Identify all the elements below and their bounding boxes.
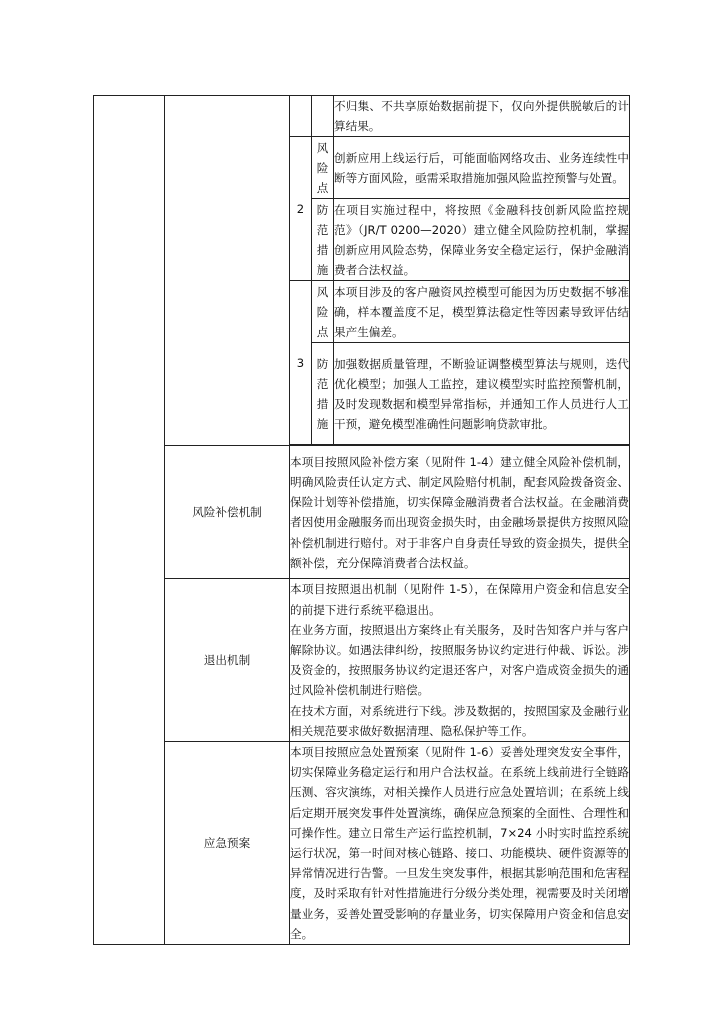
measure-text: 在项目实施过程中，将按照《金融科技创新风险监控规范》（JR/T 0200—2020）建立健全风险防控机制，掌握创新应用风险态势，保障业务安全稳定运行，保护金融消费者合法权益。	[334, 199, 630, 281]
subcategory-cell	[165, 96, 290, 446]
measure-label: 防范措施	[312, 343, 334, 445]
section-label: 风险补偿机制	[165, 446, 290, 579]
risk-point-label: 风险点	[312, 137, 334, 199]
section-paragraph: 在技术方面，对系统进行下线。涉及数据的，按照国家及金融行业相关规范要求做好数据清理、隐私保护等工作。	[290, 703, 629, 738]
section-paragraph: 本项目按照退出机制（见附件 1-5），在保障用户资金和信息安全的前提下进行系统平稳退出。	[290, 582, 629, 617]
risk-point-label: 风险点	[312, 281, 334, 343]
section-row-exit	[94, 579, 630, 742]
section-content	[290, 579, 630, 742]
risk-point-text: 本项目涉及的客户融资风控模型可能因为历史数据不够准确，样本覆盖度不足，模型算法稳定性等因素导致评估结果产生偏差。	[334, 281, 630, 343]
continuation-row	[94, 96, 630, 137]
measure-label: 防范措施	[312, 199, 334, 281]
section-label: 应急预案	[165, 742, 290, 945]
section-row-compensation	[94, 446, 630, 579]
measure-text: 加强数据质量管理，不断验证调整模型算法与规则，迭代优化模型；加强人工监控，建议模型实时监控预警机制，及时发现数据和模型异常指标，并通知工作人员进行人工干预，避免模型准确性问题影响贷款审批。	[334, 343, 630, 445]
item-number: 2	[290, 137, 312, 281]
section-row-emergency	[94, 742, 630, 945]
label-cell-empty	[312, 96, 334, 137]
document-table	[93, 95, 630, 945]
risk-point-text: 创新应用上线运行后，可能面临网络攻击、业务连续性中断等方面风险，亟需采取措施加强风险监控预警与处置。	[334, 137, 630, 199]
section-content	[290, 742, 630, 945]
section-paragraph: 在业务方面，按照退出方案终止有关服务，及时告知客户并与客户解除协议。如遇法律纠纷，按照服务协议约定进行仲裁、诉讼。涉及资金的，按照服务协议约定退还客户，对客户造成资金损失的通过风险补偿机制进行赔偿。	[290, 622, 629, 698]
section-content	[290, 446, 630, 579]
item-number: 3	[290, 281, 312, 445]
continuation-text: 不归集、不共享原始数据前提下，仅向外提供脱敏后的计算结果。	[334, 96, 630, 137]
number-cell-empty	[290, 96, 312, 137]
section-paragraph: 本项目按照风险补偿方案（见附件 1-4）建立健全风险补偿机制，明确风险责任认定方式、制定风险赔付机制，配套风险拨备资金、保险计划等补偿措施，切实保障金融消费者合法权益。在金融消费者因使用金融服务而出现资金损失时，由金融场景提供方按照风险补偿机制进行赔付。对于非客户自身责任导致的资金损失，提供全额补偿，充分保障消费者合法权益。	[290, 454, 629, 570]
section-label: 退出机制	[165, 579, 290, 742]
section-paragraph: 本项目按照应急处置预案（见附件 1-6）妥善处理突发安全事件，切实保障业务稳定运行和用户合法权益。在系统上线前进行全链路压测、容灾演练，对相关操作人员进行应急处置培训；在系统上线后定期开展突发事件处置演练，确保应急预案的全面性、合理性和可操作性。建立日常生产运行监控机制，7×24 小时实时监控系统运行状况，第一时间对核心链路、接口、功能模块、硬件资源等的异常情况进行告警。一旦发生突发事件，根据其影响范围和危害程度，及时采取有针对性措施进行分级分类处理，视需要及时关闭增量业务，妥善处置受影响的存量业务，切实保障用户资金和信息安全。	[290, 745, 629, 941]
outer-category-cell	[94, 96, 165, 945]
